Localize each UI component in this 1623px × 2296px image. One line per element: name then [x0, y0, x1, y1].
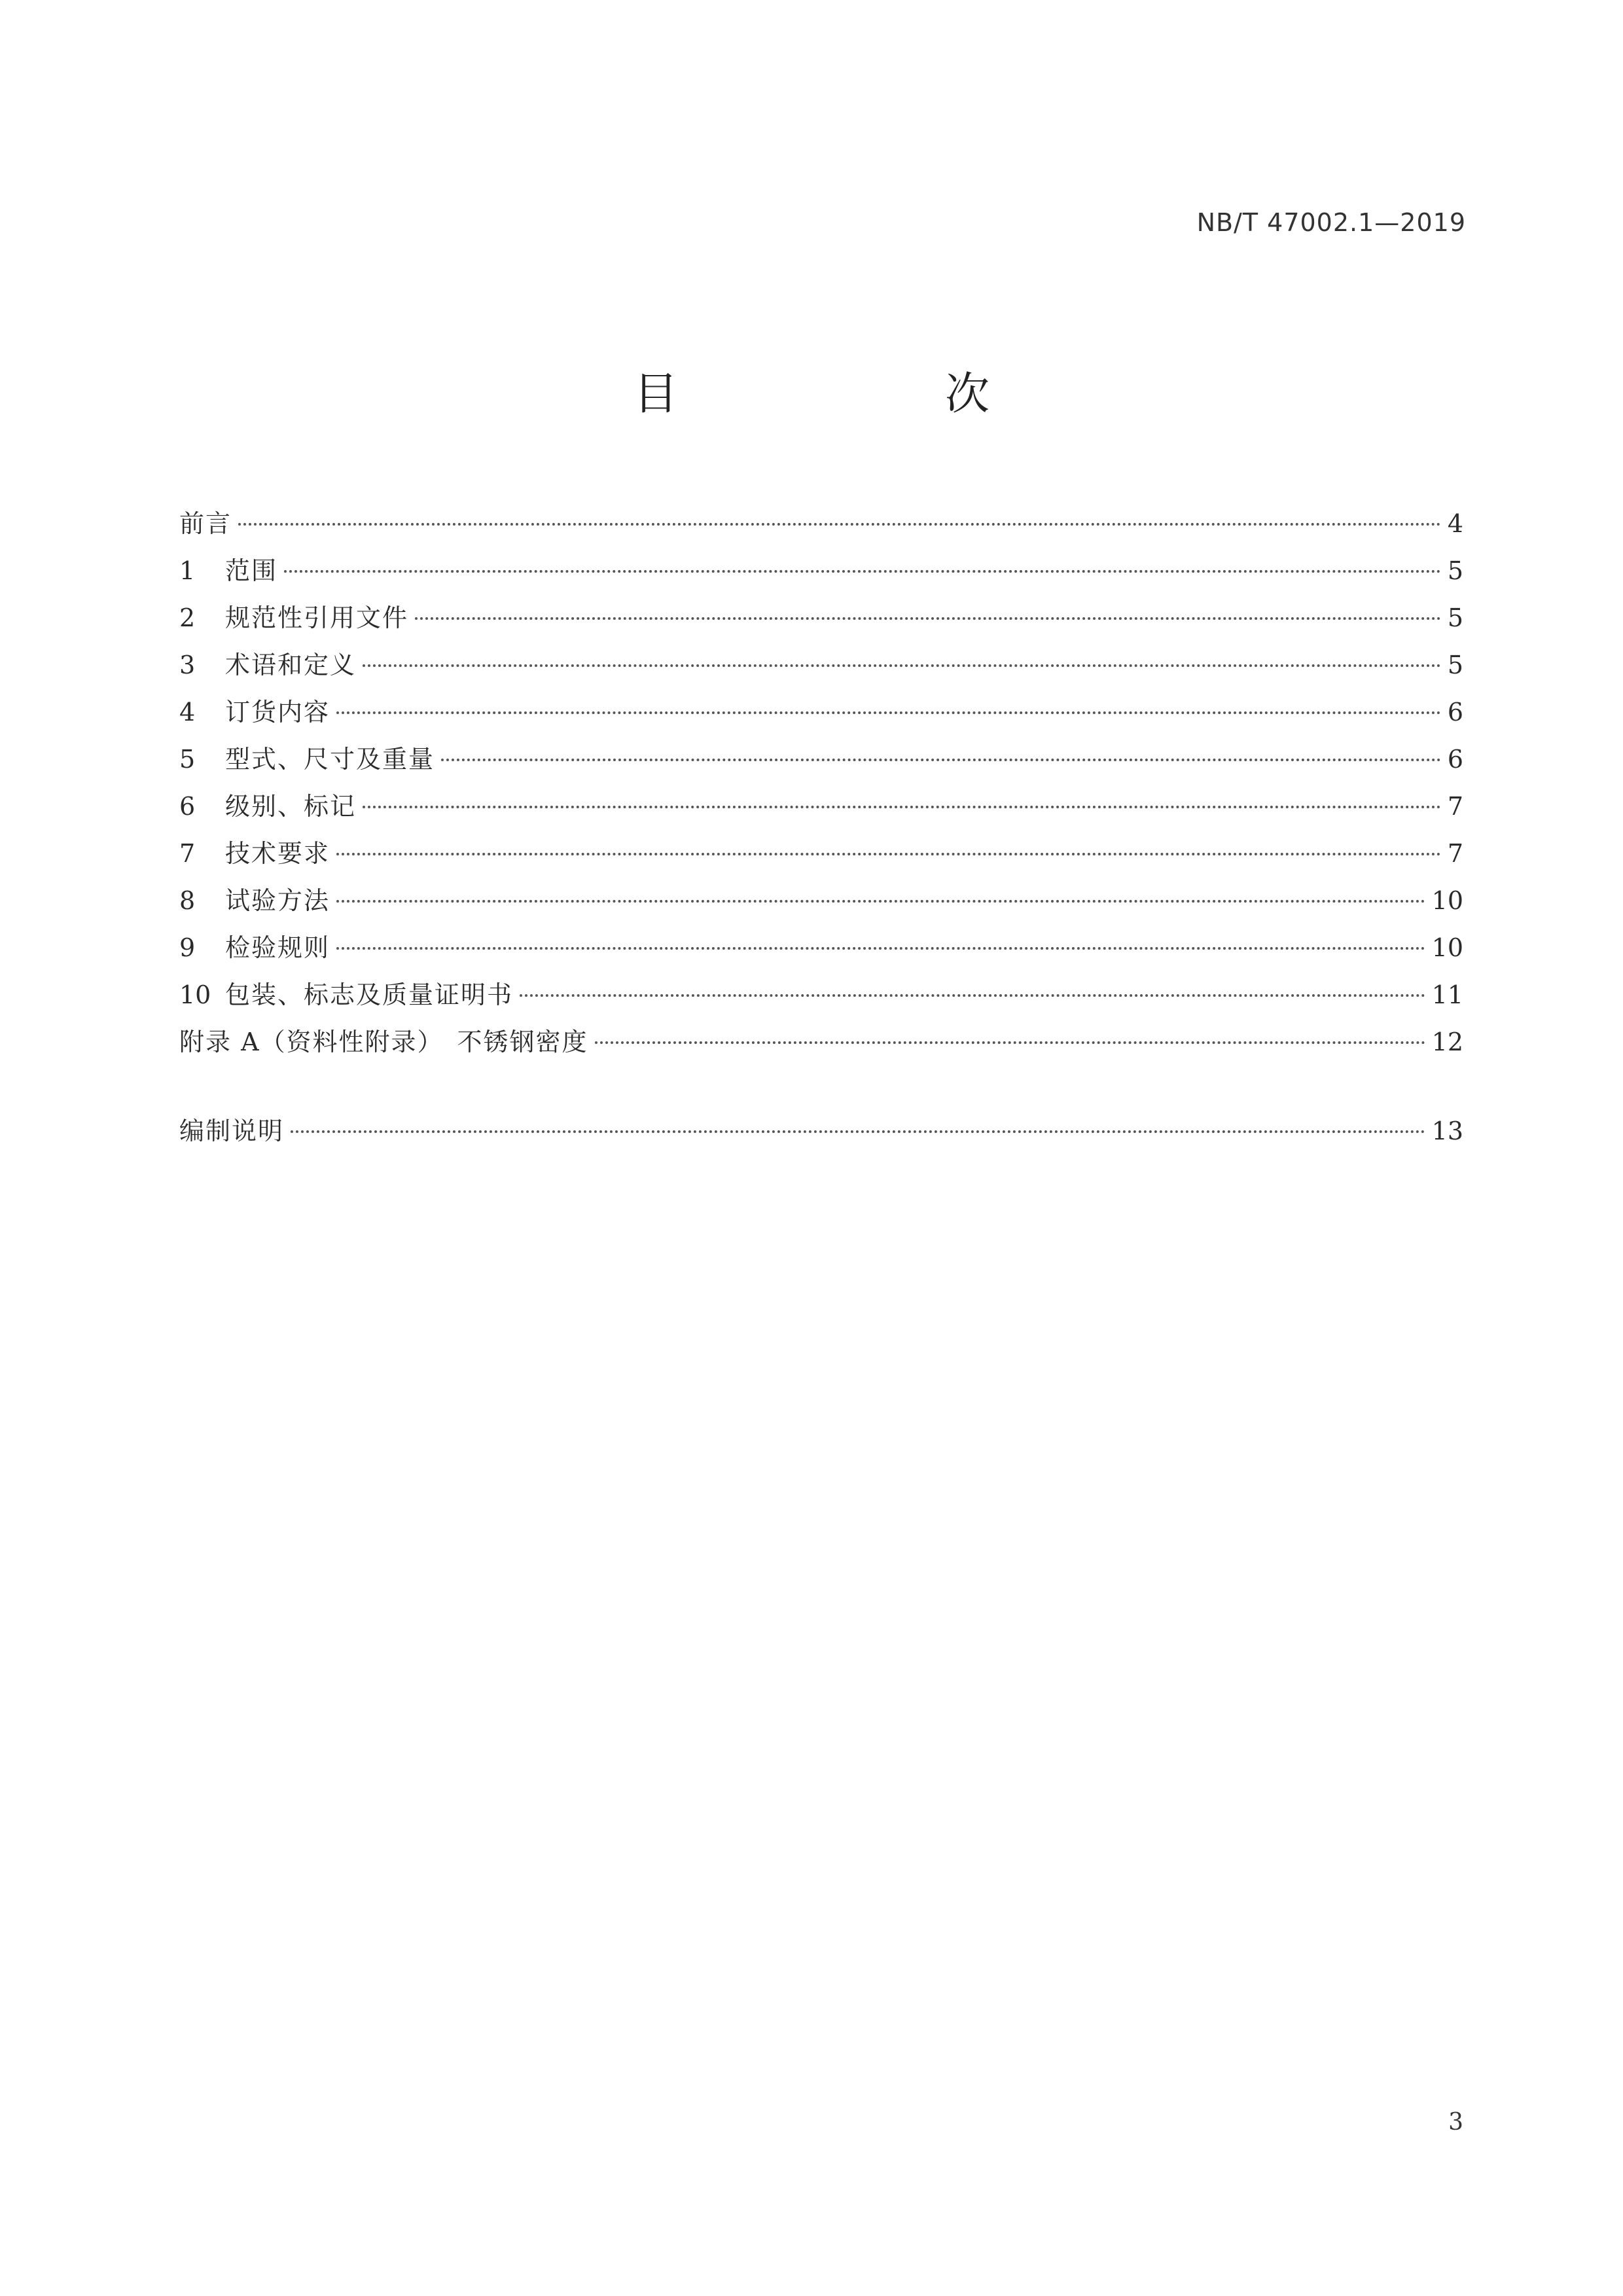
toc-entry-number: 2: [179, 603, 196, 632]
toc-entry-number: 9: [179, 933, 196, 962]
toc-entry-type-dimensions[interactable]: [179, 736, 1463, 783]
standard-code: NB/T 47002.1—2019: [1196, 208, 1466, 237]
toc-entry-label: 附录 A（资料性附录） 不锈钢密度: [179, 1028, 588, 1056]
toc-entry-normative-references[interactable]: [179, 594, 1463, 641]
toc-entry-page: 5: [1447, 556, 1463, 585]
toc-entry-number: 8: [179, 886, 196, 915]
toc-entry-page: 4: [1447, 509, 1463, 538]
toc-entry-packaging[interactable]: [179, 971, 1463, 1018]
toc-entry-label: 订货内容: [225, 698, 330, 726]
toc-leader-dots: [441, 759, 1441, 761]
toc-entry-scope[interactable]: [179, 547, 1463, 594]
toc-entry-label: 编制说明: [179, 1117, 285, 1145]
toc-entry-label: 型式、尺寸及重量: [225, 745, 435, 774]
toc-leader-dots: [415, 617, 1441, 620]
toc-leader-dots: [595, 1041, 1425, 1044]
toc-entry-terms[interactable]: [179, 641, 1463, 689]
toc-entry-inspection-rules[interactable]: [179, 924, 1463, 971]
toc-leader-dots: [284, 570, 1441, 573]
toc-entry-page: 7: [1447, 792, 1463, 821]
toc-entry-label: 术语和定义: [225, 651, 357, 679]
toc-entry-label: 检验规则: [225, 933, 330, 962]
page-number: 3: [1448, 2109, 1463, 2136]
toc-entry-page: 10: [1431, 933, 1463, 962]
toc-entry-page: 7: [1447, 839, 1463, 868]
toc-leader-dots: [363, 664, 1441, 667]
toc-leader-dots: [336, 900, 1425, 903]
page-title: 目 次: [633, 368, 1101, 420]
toc-entry-number: 7: [179, 839, 196, 868]
toc-entry-number: 10: [179, 980, 211, 1009]
toc-entry-label: 试验方法: [225, 886, 330, 915]
toc-entry-compilation-notes[interactable]: [179, 1107, 1463, 1155]
toc-entry-label: 技术要求: [225, 839, 330, 868]
toc-leader-dots: [336, 947, 1425, 950]
toc-entry-number: 4: [179, 698, 196, 726]
toc-entry-page: 5: [1447, 651, 1463, 679]
toc-entry-number: 1: [179, 556, 196, 585]
toc-leader-dots: [363, 806, 1441, 808]
toc-entry-page: 13: [1431, 1117, 1463, 1145]
toc-leader-dots: [520, 994, 1425, 997]
toc-leader-dots: [336, 711, 1441, 714]
toc-entry-grade-marking[interactable]: [179, 783, 1463, 830]
toc-entry-page: 6: [1447, 698, 1463, 726]
toc-entry-foreword[interactable]: [179, 500, 1463, 547]
toc-entry-page: 6: [1447, 745, 1463, 774]
toc-entry-label: 规范性引用文件: [225, 603, 409, 632]
toc-leader-dots: [336, 853, 1441, 855]
toc-entry-page: 12: [1431, 1028, 1463, 1056]
toc-entry-page: 11: [1431, 980, 1463, 1009]
toc-entry-appendix-a[interactable]: [179, 1018, 1463, 1066]
toc-entry-label: 范围: [225, 556, 278, 585]
toc-entry-page: 10: [1431, 886, 1463, 915]
toc-entry-page: 5: [1447, 603, 1463, 632]
toc-leader-dots: [238, 523, 1441, 526]
toc-entry-label: 包装、标志及质量证明书: [225, 980, 514, 1009]
toc-entry-number: 3: [179, 651, 196, 679]
toc-entry-label: 级别、标记: [225, 792, 357, 821]
toc-entry-test-methods[interactable]: [179, 877, 1463, 924]
toc-entry-label: 前言: [179, 509, 232, 538]
toc-leader-dots: [291, 1130, 1425, 1133]
toc-entry-technical-requirements[interactable]: [179, 830, 1463, 877]
toc-entry-number: 5: [179, 745, 196, 774]
toc-entry-order-content[interactable]: [179, 689, 1463, 736]
table-of-contents: [179, 500, 1463, 1155]
toc-entry-number: 6: [179, 792, 196, 821]
